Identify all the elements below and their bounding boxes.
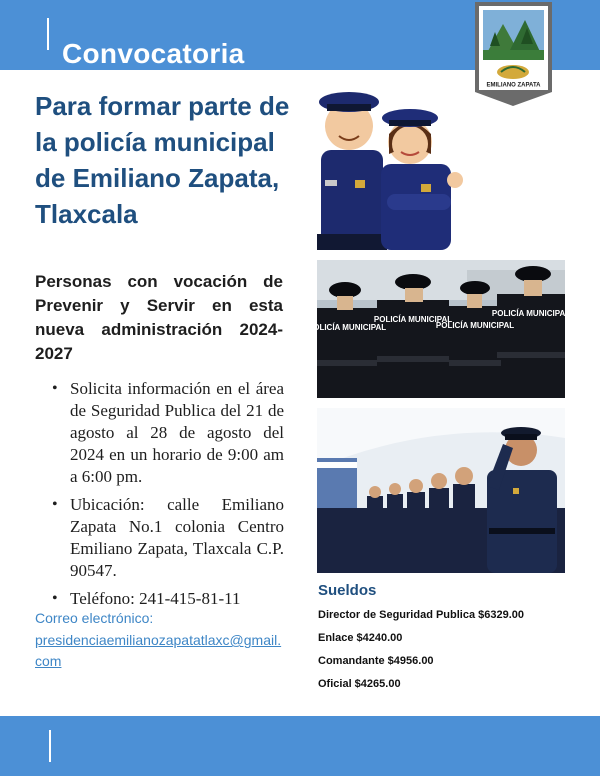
salary-oficial: Oficial $4265.00	[318, 678, 401, 690]
cartoon-officers-illustration	[317, 84, 467, 250]
header-accent-bar	[47, 18, 49, 50]
info-item-schedule: • Solicita información en el área de Seguridad Publica del 21 de agosto al 28 de agosto del 2024 en un horario de 9:00 am a 6:00 pm.	[52, 378, 284, 488]
officers-back-photo	[307, 260, 571, 398]
footer-accent-bar	[49, 730, 51, 762]
policia-label-3: POLICÍA MUNICIPAL	[435, 321, 515, 330]
info-list	[52, 378, 284, 616]
info-item-location: • Ubicación: calle Emiliano Zapata No.1 colonia Centro Emiliano Zapata, Tlaxcala C.P. 90547.	[52, 494, 284, 582]
main-heading: Para formar parte de la policía municipal de Emiliano Zapata, Tlaxcala	[35, 91, 290, 229]
salaries-heading: Sueldos	[318, 582, 377, 599]
municipal-logo	[475, 2, 552, 106]
policia-label-1: POLICÍA MUNICIPAL	[307, 323, 387, 332]
officers-salute-photo	[317, 408, 565, 573]
policia-label-4: POLICÍA MUNICIPAL	[491, 309, 571, 318]
subtitle: Personas con vocación de Prevenir y Servir en esta nueva administración 2024-2027	[35, 272, 283, 363]
salary-enlace: Enlace $4240.00	[318, 632, 403, 644]
info-item-phone: • Teléfono: 241-415-81-11	[52, 588, 284, 610]
page-title: Convocatoria	[62, 38, 245, 69]
email-label: Correo electrónico:	[35, 610, 154, 626]
footer-band	[0, 716, 600, 776]
salary-director: Director de Seguridad Publica $6329.00	[318, 609, 525, 621]
policia-label-2: POLICÍA MUNICIPAL	[373, 315, 453, 324]
email-link[interactable]: presidenciaemilianozapatatlaxc@gmail.com	[35, 632, 282, 669]
salary-comandante: Comandante $4956.00	[318, 655, 434, 667]
badge-text: EMILIANO ZAPATA	[486, 82, 541, 89]
